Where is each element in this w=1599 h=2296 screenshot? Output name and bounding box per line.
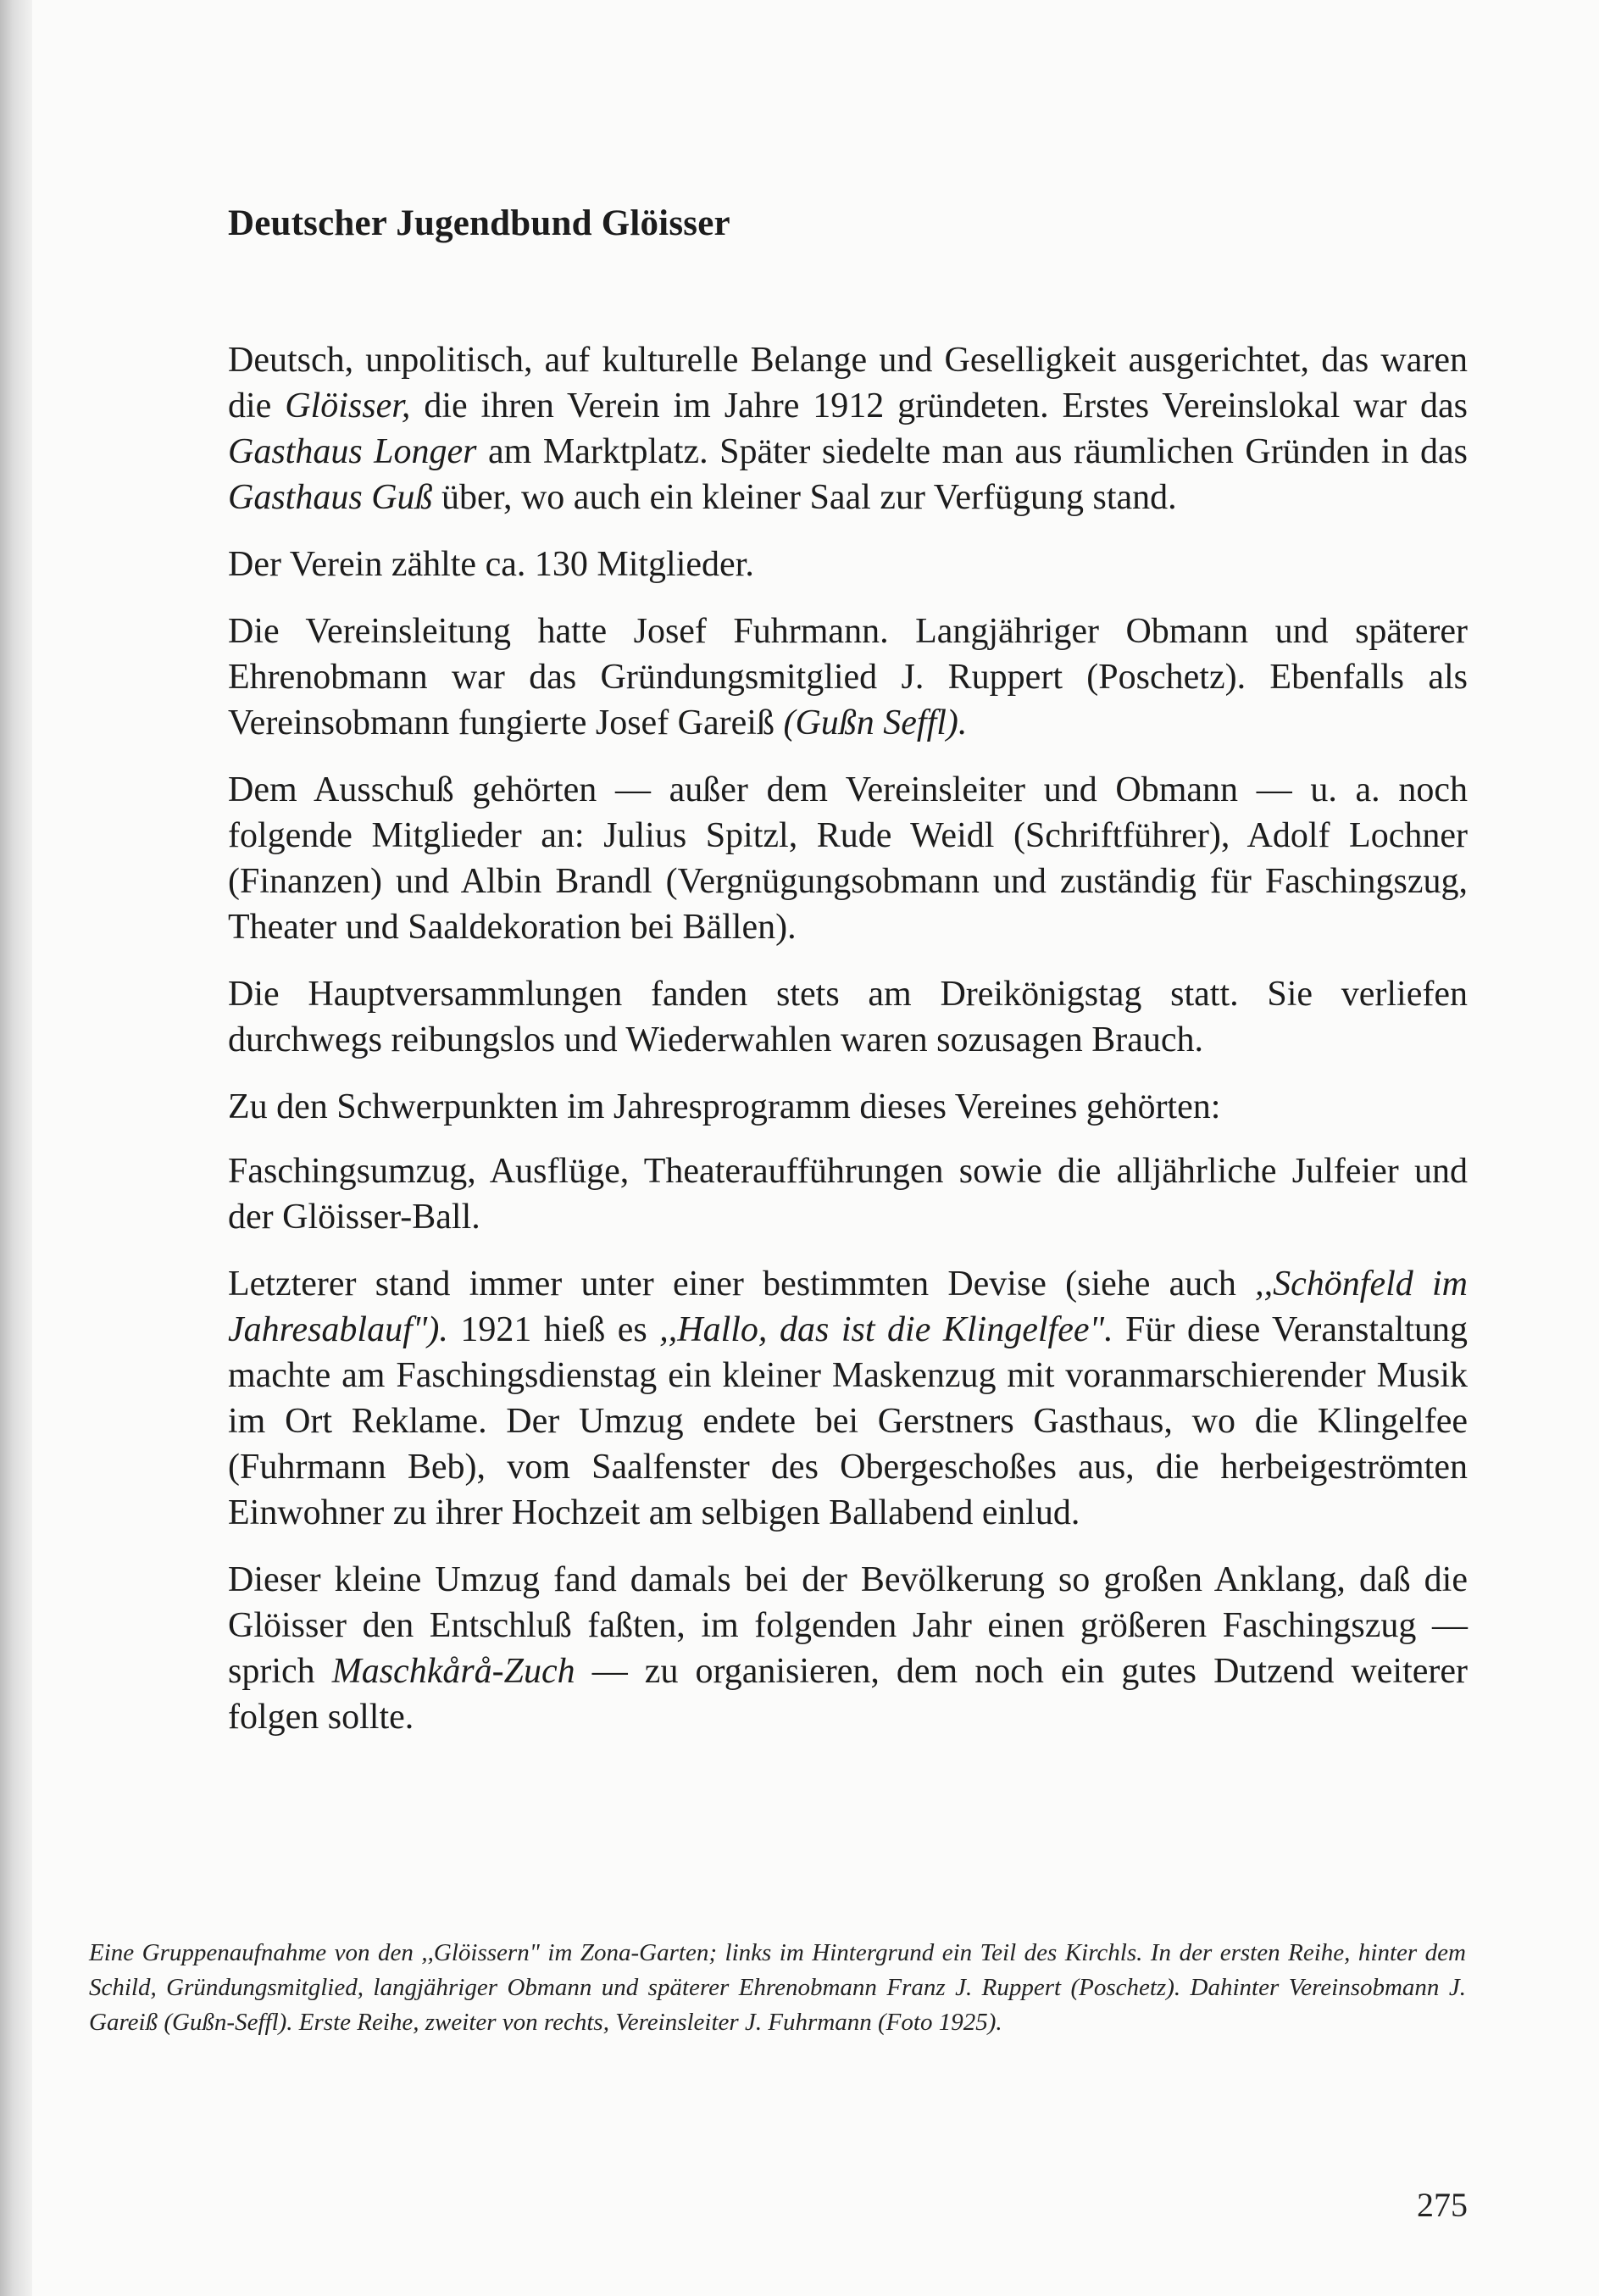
text-run: Die Vereinsleitung hatte Josef Fuhrmann. Langjähriger Obmann und späterer Ehrenobmann war das Gründungsmitglied J. Ruppert (Poschetz). Ebenfalls als Vereinsobmann fungierte Josef Gareiß	[228, 612, 1468, 742]
paragraph-assemblies: Die Hauptversammlungen fanden stets am Dreikönigstag statt. Sie verliefen durchwegs reibungslos und Wiederwahlen waren sozusagen Brauch.	[228, 975, 1468, 1059]
page-number: 275	[1417, 2186, 1468, 2224]
emphasis-gasthaus-longer: Gasthaus Longer	[228, 432, 477, 471]
emphasis-dialect-term: Maschkårå-Zuch	[331, 1652, 575, 1691]
emphasis-reference: ,,Schönfeld im Jahresablauf").	[228, 1265, 1468, 1349]
text-run: Für diese Veranstaltung machte am Faschingsdienstag ein kleiner Maskenzug mit voranmarschierender Musik im Ort Reklame. Der Umzug endete bei Gerstners Gasthaus, wo die Klingelfee (Fuhrmann Beb), vom Saalfenster des Obergeschoßes aus, die herbeigeströmten Einwohner zu ihrer Hochzeit am selbigen Ballabend einlud.	[228, 1310, 1468, 1532]
paragraph-leadership	[228, 609, 1468, 746]
text-run: am Marktplatz. Später siedelte man aus räumlichen Gründen in das	[476, 432, 1468, 471]
text-run: Dieser kleine Umzug fand damals bei der Bevölkerung so großen Anklang, daß die Glöisser den Entschluß faßten, im folgenden Jahr einen größeren Faschingszug — sprich	[228, 1560, 1468, 1691]
paragraph-founding	[228, 337, 1468, 520]
text-run: — zu organisieren, dem noch ein gutes Dutzend weiterer folgen sollte.	[228, 1652, 1468, 1737]
emphasis-nickname: (Gußn Seffl).	[783, 703, 968, 742]
paragraph-ball	[228, 1261, 1468, 1536]
paragraph-committee: Dem Ausschuß gehörten — außer dem Vereinsleiter und Obmann — u. a. noch folgende Mitglieder an: Julius Spitzl, Rude Weidl (Schriftführer), Adolf Lochner (Finanzen) und Albin Brandl (Vergnügungsobmann und zuständig für Faschingszug, Theater und Saaldekoration bei Bällen).	[228, 770, 1468, 947]
article-body	[228, 337, 1468, 1761]
paragraph-program-list: Faschingsumzug, Ausflüge, Theateraufführungen sowie die alljährliche Julfeier und der Glöisser-Ball.	[228, 1152, 1468, 1237]
text-run: über, wo auch ein kleiner Saal zur Verfügung stand.	[432, 478, 1177, 517]
emphasis-motto: ,,Hallo, das ist die Klingelfee".	[659, 1310, 1113, 1349]
emphasis-gloisser: Glöisser,	[285, 386, 411, 425]
paragraph-parade	[228, 1557, 1468, 1740]
text-run: Deutsch, unpolitisch, auf kulturelle Belange und Geselligkeit ausgerichtet, das waren die	[228, 341, 1468, 425]
photo-caption: Eine Gruppenaufnahme von den ,,Glöissern" im Zona-Garten; links im Hintergrund ein Teil des Kirchls. In der ersten Reihe, hinter dem Schild, Gründungsmitglied, langjähriger Obmann und späterer Ehrenobmann Franz J. Ruppert (Poschetz). Dahinter Vereinsobmann J. Gareiß (Gußn-Seffl). Erste Reihe, zweiter von rechts, Vereinsleiter J. Fuhrmann (Foto 1925).	[89, 1939, 1466, 2036]
text-run: die ihren Verein im Jahre 1912 gründeten. Erstes Vereinslokal war das	[410, 386, 1468, 425]
paragraph-program-intro: Zu den Schwerpunkten im Jahresprogramm dieses Vereines gehörten:	[228, 1087, 1221, 1126]
emphasis-gasthaus-guss: Gasthaus Guß	[228, 478, 433, 517]
page-gutter-shadow	[0, 0, 32, 2296]
page-title: Deutscher Jugendbund Glöisser	[228, 203, 730, 243]
paragraph-members: Der Verein zählte ca. 130 Mitglieder.	[228, 545, 754, 584]
text-run: Letzterer stand immer unter einer bestimmten Devise (siehe auch	[228, 1265, 1256, 1304]
text-run: 1921 hieß es	[447, 1310, 660, 1349]
